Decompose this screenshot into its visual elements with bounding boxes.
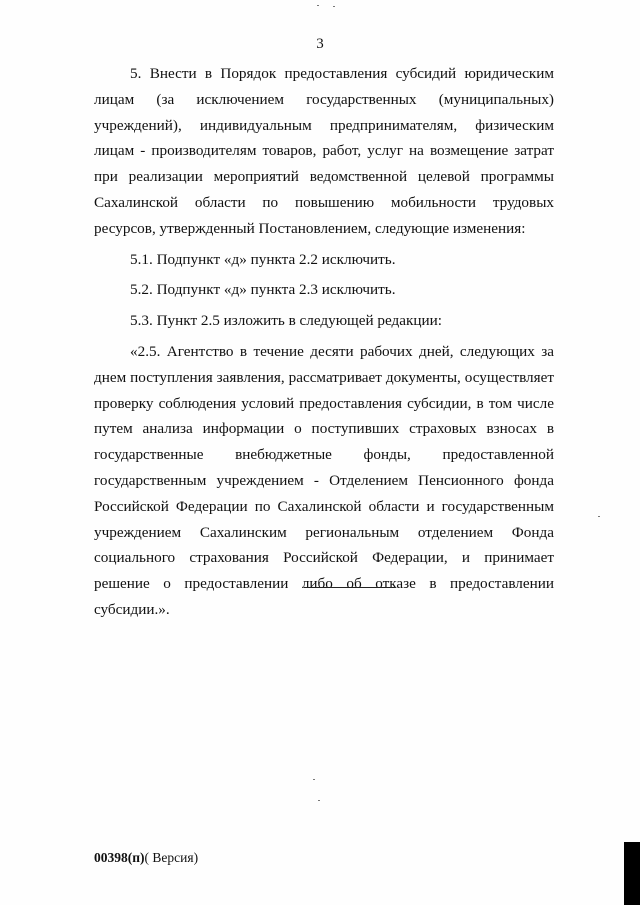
scan-margin-mark xyxy=(624,842,640,905)
scan-speck xyxy=(318,800,320,801)
document-body xyxy=(94,61,554,623)
paragraph-item-5: 5. Внести в Порядок предоставления субсидий юридическим лицам (за исключением государственных (муниципальных) учреждений), индивидуальным предпринимателям, физическим лицам - производителям товаров, работ, услуг на возмещение затрат при реализации мероприятий ведомственной целевой программы Сахалинской области по повышению мобильности трудовых ресурсов, утвержденный Постановлением, следующие изменения: xyxy=(94,65,554,237)
paragraph-item-5-1: 5.1. Подпункт «д» пункта 2.2 исключить. xyxy=(130,250,396,268)
paragraph-item-5-2: 5.2. Подпункт «д» пункта 2.3 исключить. xyxy=(130,281,396,299)
footer-document-code: 00398(п) xyxy=(94,850,145,865)
paragraph-item-5-3: 5.3. Пункт 2.5 изложить в следующей редакции: xyxy=(130,312,443,330)
footer-version xyxy=(94,850,198,866)
paragraph-quoted-2-5: «2.5. Агентство в течение десяти рабочих дней, следующих за днем поступления заявления, рассматривает документы, осуществляет проверку соблюдения условий предоставления субсидии, в том числе путем анализа информации о поступивших страховых взносах в государственные внебюджетные фонды, предоставленной государственным учреждением - Отделением Пенсионного фонда Российской Федерации по Сахалинской области и государственным учреждением Сахалинским региональным отделением Фонда социального страхования Российской Федерации, и принимает решение о предоставлении либо об отказе в предоставлении субсидии.». xyxy=(94,342,554,618)
scan-speck xyxy=(313,779,315,780)
scan-speck xyxy=(317,5,319,6)
scan-speck xyxy=(333,6,335,7)
end-separator-line xyxy=(304,587,395,588)
page-number: 3 xyxy=(316,36,324,52)
footer-version-label: ( Версия) xyxy=(144,850,199,865)
scan-speck xyxy=(598,516,600,517)
